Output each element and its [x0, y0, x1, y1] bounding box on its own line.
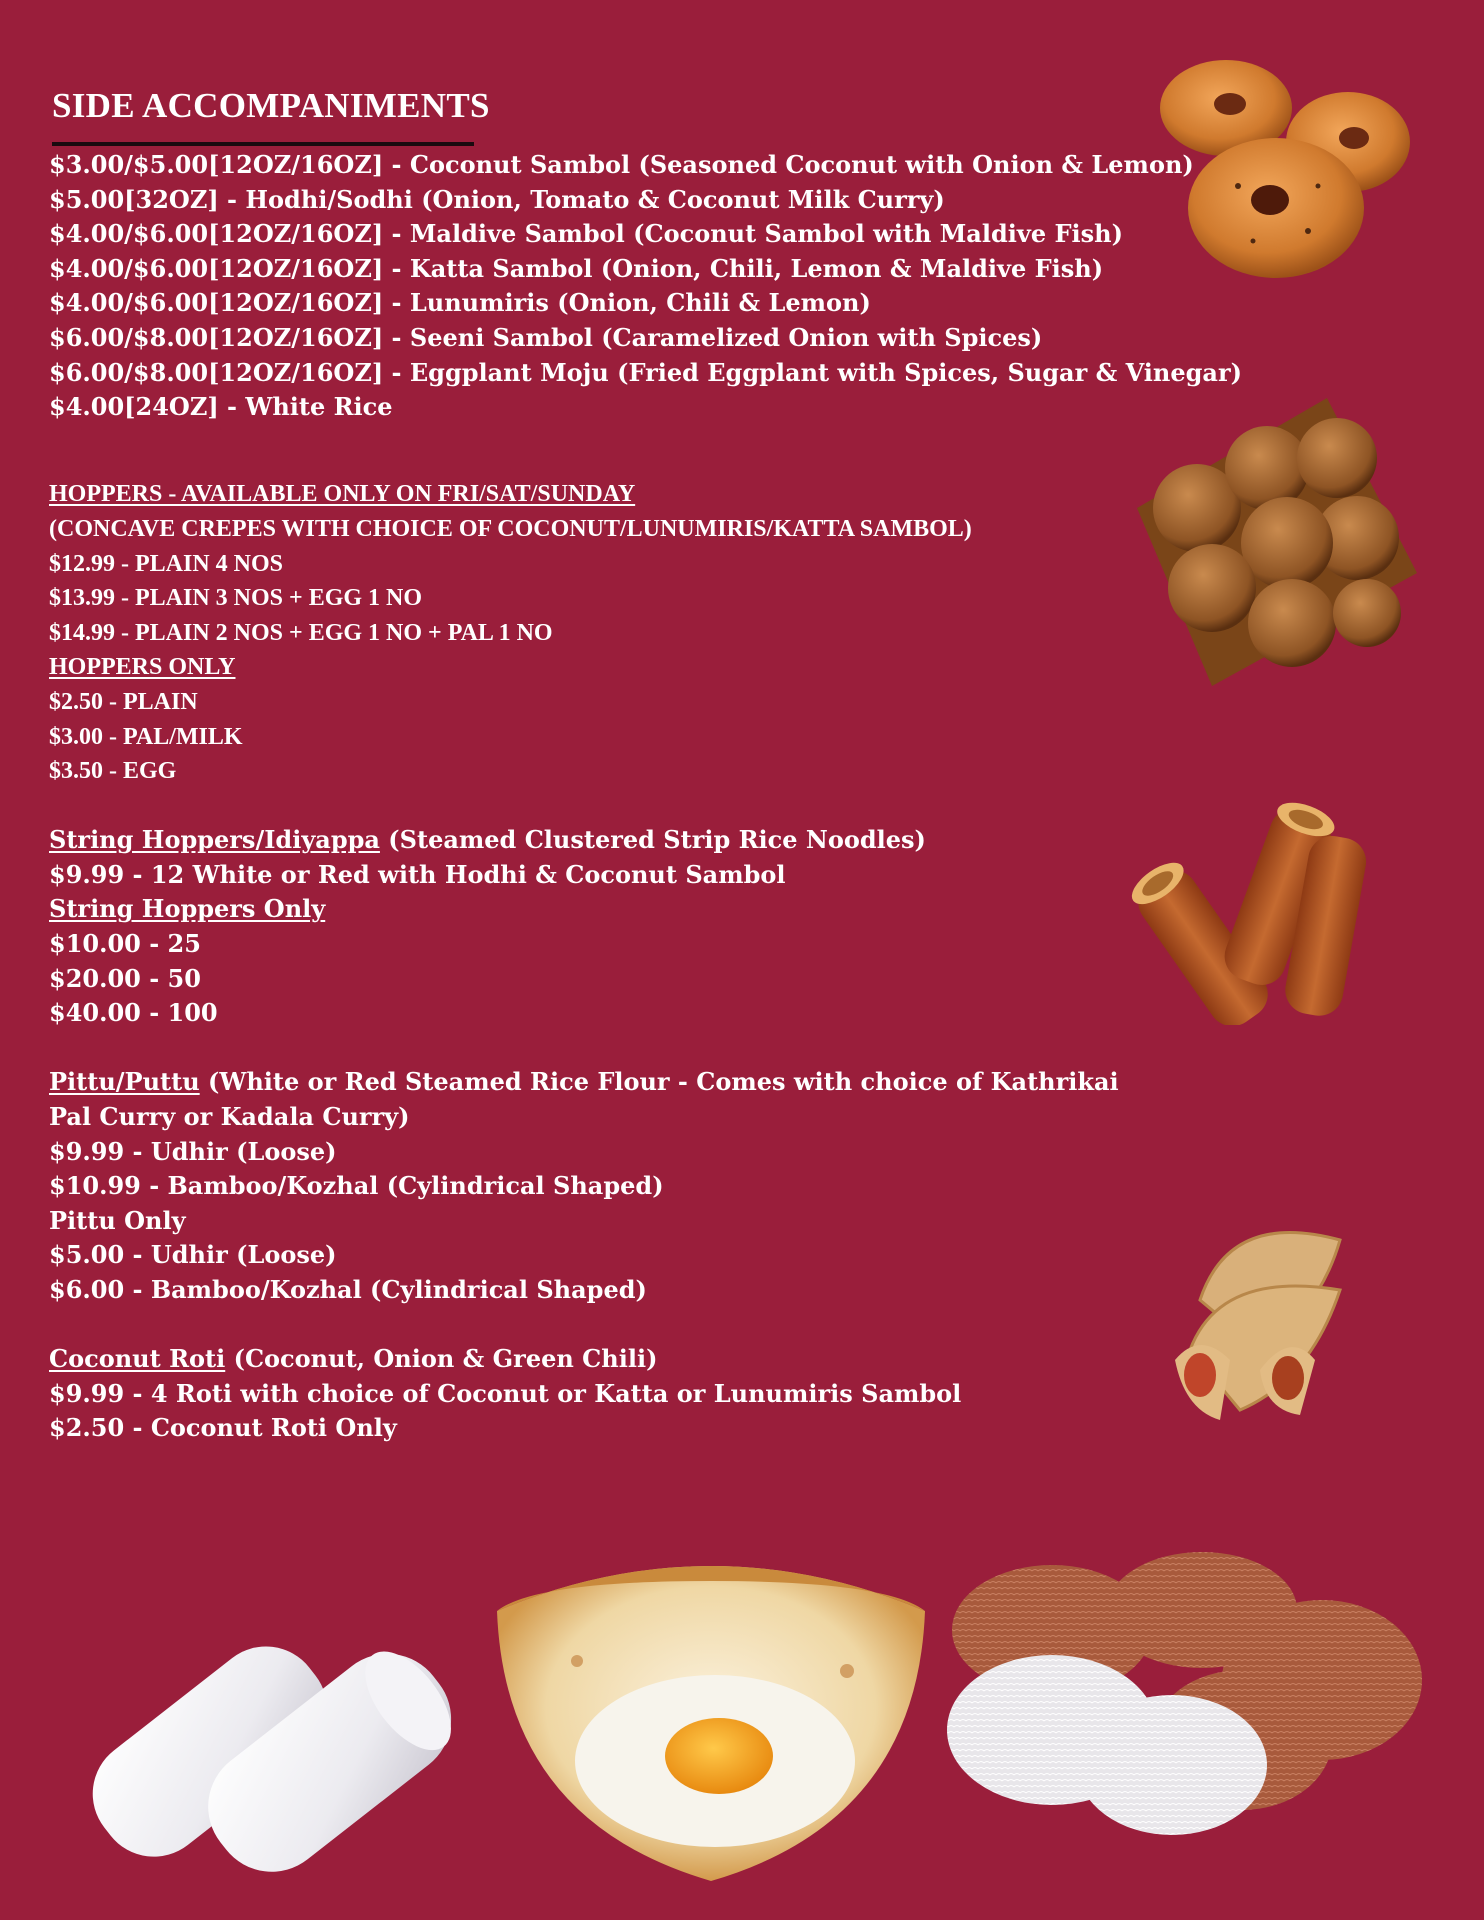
string-hoppers-only-item: $40.00 - 100: [49, 998, 218, 1028]
hoppers-item: $14.99 - PLAIN 2 NOS + EGG 1 NO + PAL 1 NO: [49, 619, 553, 646]
string-hoppers-desc: (Steamed Clustered Strip Rice Noodles): [379, 825, 926, 855]
coconut-roti-item: $9.99 - 4 Roti with choice of Coconut or Katta or Lunumiris Sambol: [49, 1378, 962, 1408]
coconut-roti-desc: (Coconut, Onion & Green Chili): [225, 1344, 658, 1374]
puttu-photo: [38, 1556, 468, 1890]
pittu-item: $9.99 - Udhir (Loose): [49, 1136, 337, 1166]
pittu-only-item: $6.00 - Bamboo/Kozhal (Cylindrical Shaped): [49, 1275, 647, 1304]
side-item: $4.00[24OZ] - White Rice: [49, 392, 393, 422]
hoppers-subheading: (CONCAVE CREPES WITH CHOICE OF COCONUT/LUNUMIRIS/KATTA SAMBOL): [49, 515, 972, 542]
pittu-section: [49, 1065, 1179, 1307]
hoppers-only-item: $2.50 - PLAIN: [49, 688, 198, 715]
title-underline: [52, 142, 474, 146]
hoppers-only-item: $3.50 - EGG: [49, 758, 177, 785]
string-hoppers-photo: [942, 1550, 1432, 1840]
string-hoppers-only-item: $20.00 - 50: [49, 963, 201, 993]
coconut-roti-item: $2.50 - Coconut Roti Only: [49, 1413, 397, 1443]
coconut-roti-name: Coconut Roti: [49, 1344, 226, 1374]
hoppers-only-item: $3.00 - PAL/MILK: [49, 723, 243, 750]
hoppers-section: [49, 477, 1179, 788]
string-hoppers-section: [49, 823, 1179, 1031]
string-hoppers-name: String Hoppers/Idiyappa: [49, 825, 380, 855]
coconut-roti-section: [49, 1342, 1179, 1446]
hoppers-only-heading: HOPPERS ONLY: [49, 654, 236, 681]
hoppers-item: $13.99 - PLAIN 3 NOS + EGG 1 NO: [49, 585, 423, 612]
side-item: $5.00[32OZ] - Hodhi/Sodhi (Onion, Tomato & Coconut Milk Curry): [49, 184, 945, 214]
rolls-photo: [1120, 795, 1370, 1025]
pittu-name: Pittu/Puttu: [49, 1067, 200, 1097]
side-item: $6.00/$8.00[12OZ/16OZ] - Seeni Sambol (Caramelized Onion with Spices): [49, 322, 1043, 352]
page-title: SIDE ACCOMPANIMENTS: [52, 86, 490, 125]
pittu-desc: (White or Red Steamed Rice Flour - Comes with choice of Kathrikai: [199, 1067, 1119, 1097]
pittu-item: $10.99 - Bamboo/Kozhal (Cylindrical Shaped): [49, 1171, 664, 1201]
side-item: $4.00/$6.00[12OZ/16OZ] - Maldive Sambol (Coconut Sambol with Maldive Fish): [49, 219, 1123, 249]
pittu-desc-cont: Pal Curry or Kadala Curry): [49, 1102, 410, 1132]
string-hoppers-only-heading: String Hoppers Only: [49, 894, 326, 924]
patties-photo: [1170, 1210, 1352, 1430]
side-item: $4.00/$6.00[12OZ/16OZ] - Lunumiris (Onion, Chili & Lemon): [49, 288, 871, 318]
string-hoppers-only-item: $10.00 - 25: [49, 929, 201, 959]
pittu-only-item: $5.00 - Udhir (Loose): [49, 1240, 337, 1270]
side-items-list: [49, 148, 1242, 425]
egg-hopper-photo: [487, 1541, 935, 1886]
side-item: $4.00/$6.00[12OZ/16OZ] - Katta Sambol (Onion, Chili, Lemon & Maldive Fish): [49, 253, 1104, 283]
hoppers-heading: HOPPERS - AVAILABLE ONLY ON FRI/SAT/SUNDAY: [49, 481, 636, 508]
hoppers-item: $12.99 - PLAIN 4 NOS: [49, 550, 284, 577]
bonda-photo: [1117, 398, 1417, 686]
side-item: $6.00/$8.00[12OZ/16OZ] - Eggplant Moju (Fried Eggplant with Spices, Sugar & Vinegar): [49, 357, 1242, 387]
pittu-only-heading: Pittu Only: [49, 1205, 186, 1235]
menu-text: [49, 148, 1242, 1446]
string-hoppers-combo: $9.99 - 12 White or Red with Hodhi & Coconut Sambol: [49, 859, 786, 889]
vada-photo: [1158, 56, 1414, 282]
side-item: $3.00/$5.00[12OZ/16OZ] - Coconut Sambol (Seasoned Coconut with Onion & Lemon): [49, 150, 1194, 179]
